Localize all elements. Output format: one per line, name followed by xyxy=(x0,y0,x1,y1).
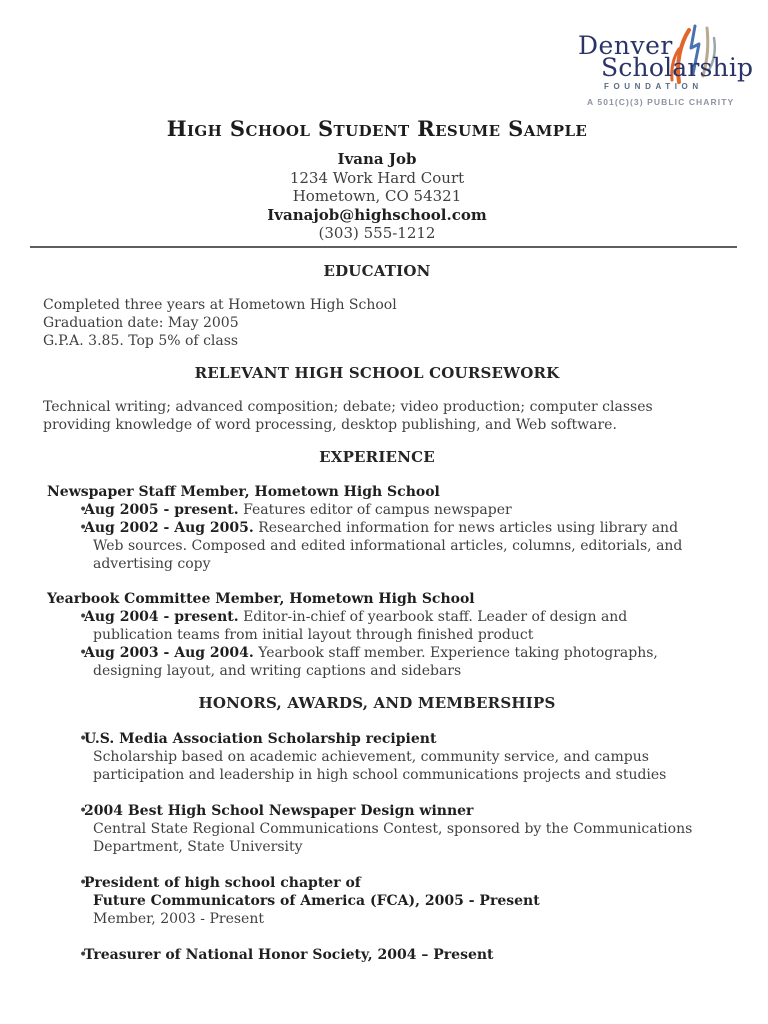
logo-word-denver: Denver xyxy=(578,31,673,60)
section-heading-honors: HONORS, AWARDS, AND MEMBERSHIPS xyxy=(198,693,556,712)
bullet-description: Researched information for news articles using library and Web sources. Composed and edited informational articles, columns, editorials, and advertising copy xyxy=(93,519,683,572)
coursework-paragraph: Technical writing; advanced composition; debate; video production; computer classes providing knowledge of word processing, desktop publishing, and Web software. xyxy=(43,398,653,433)
job-bullet-list xyxy=(43,501,711,573)
job-title: Yearbook Committee Member, Hometown High School xyxy=(47,590,475,607)
honors-item xyxy=(71,730,711,784)
education-details xyxy=(43,296,711,350)
honors-item xyxy=(71,874,711,928)
job-bullet xyxy=(71,644,711,680)
contact-name: Ivana Job xyxy=(337,150,417,168)
job-bullet xyxy=(71,608,711,644)
section-heading-education: EDUCATION xyxy=(323,261,431,280)
honor-detail: Scholarship based on academic achievement, community service, and campus participation and leadership in high school communications projects and studies xyxy=(93,748,667,783)
contact-block xyxy=(43,150,711,243)
bullet-description: Editor-in-chief of yearbook staff. Leader of design and publication teams from initial layout through finished product xyxy=(93,608,628,643)
contact-email: Ivanajob@highschool.com xyxy=(267,205,487,224)
logo-tagline: A 501(C)(3) PUBLIC CHARITY xyxy=(587,97,735,107)
job-bullet xyxy=(71,501,711,519)
page-title: High School Student Resume Sample xyxy=(166,116,588,141)
honors-item xyxy=(71,946,711,964)
contact-phone: (303) 555-1212 xyxy=(318,224,436,242)
bullet-date-range: Aug 2002 - Aug 2005. xyxy=(84,519,254,536)
logo-word-foundation: FOUNDATION xyxy=(604,82,703,91)
education-line: G.P.A. 3.85. Top 5% of class xyxy=(43,332,239,349)
job-bullet-list xyxy=(43,608,711,680)
logo-word-scholarship: Scholarship xyxy=(601,53,754,82)
denver-scholarship-logo xyxy=(576,31,754,119)
job-title: Newspaper Staff Member, Hometown High School xyxy=(47,483,440,500)
section-heading-coursework: RELEVANT HIGH SCHOOL COURSEWORK xyxy=(194,363,560,382)
contact-address-line2: Hometown, CO 54321 xyxy=(292,187,462,205)
honor-detail-bold: Future Communicators of America (FCA), 2005 - Present xyxy=(93,892,540,909)
section-heading-experience: EXPERIENCE xyxy=(319,447,435,466)
bullet-date-range: Aug 2004 - present. xyxy=(84,608,239,625)
honor-title: 2004 Best High School Newspaper Design winner xyxy=(84,802,474,819)
honors-item xyxy=(71,802,711,856)
bullet-description: Yearbook staff member. Experience taking photographs, designing layout, and writing captions and sidebars xyxy=(93,644,658,679)
contact-address-line1: 1234 Work Hard Court xyxy=(289,168,465,187)
honor-detail: Member, 2003 - Present xyxy=(93,910,264,927)
bullet-date-range: Aug 2003 - Aug 2004. xyxy=(84,644,254,661)
honor-detail: Central State Regional Communications Contest, sponsored by the Communications Department, State University xyxy=(93,820,693,855)
experience-job xyxy=(43,590,711,680)
experience-job xyxy=(43,483,711,573)
bullet-description: Features editor of campus newspaper xyxy=(243,501,512,518)
honor-title: President of high school chapter of xyxy=(84,874,361,891)
honors-list xyxy=(43,730,711,964)
honor-title: Treasurer of National Honor Society, 2004 – Present xyxy=(84,946,494,963)
bullet-date-range: Aug 2005 - present. xyxy=(84,501,239,518)
job-bullet xyxy=(71,519,711,573)
header-divider xyxy=(30,246,737,248)
education-line: Graduation date: May 2005 xyxy=(43,314,239,331)
education-line: Completed three years at Hometown High School xyxy=(43,296,397,313)
honor-title: U.S. Media Association Scholarship recipient xyxy=(84,730,437,747)
